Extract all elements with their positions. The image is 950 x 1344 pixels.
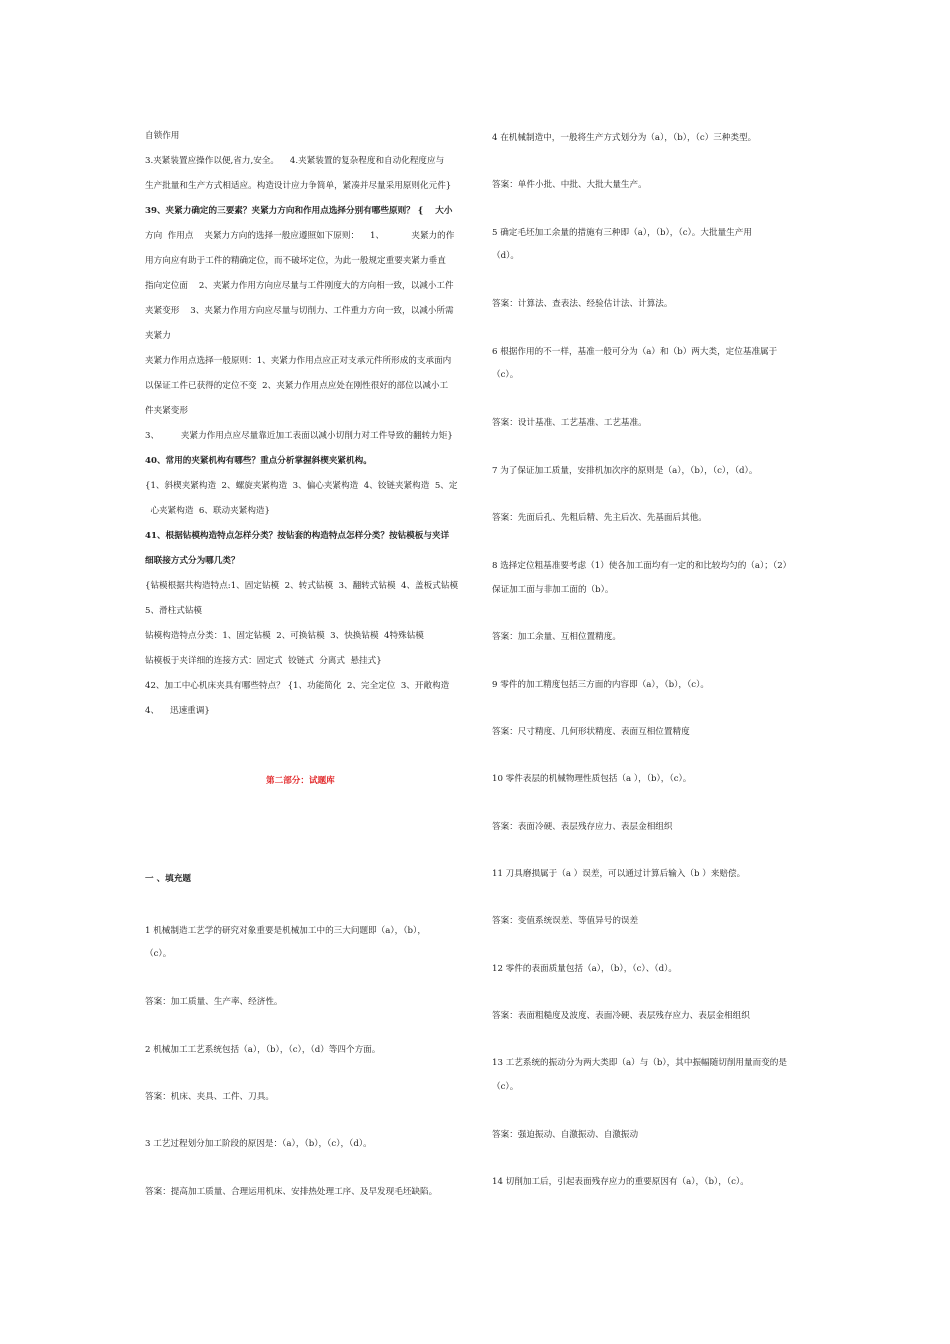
answer-8: 答案：加工余量、互相位置精度。 [492, 632, 621, 642]
text-line: 4、 迅速重调} [145, 706, 210, 716]
question-8: 8 选择定位粗基准要考虑（1）使各加工面均有一定的和比较均匀的（a）；（2） [492, 561, 792, 571]
answer-6: 答案：设计基准、工艺基准、工艺基准。 [492, 418, 647, 428]
answer-1: 答案：加工质量、生产率、经济性。 [145, 997, 283, 1007]
text-line: {1、斜楔夹紧构造 2、螺旋夹紧构造 3、偏心夹紧构造 4、铰链夹紧构造 5、定 [145, 481, 458, 491]
section-title: 第二部分：试题库 [266, 776, 335, 786]
question-9: 9 零件的加工精度包括三方面的内容即（a），（b），（c）。 [492, 680, 709, 690]
answer-4: 答案：单件小批、中批、大批大量生产。 [492, 180, 647, 190]
question-39: 39、夹紧力确定的三要素？夹紧力方向和作用点选择分别有哪些原则？ { 大小 [145, 206, 453, 216]
answer-10: 答案：表面冷硬、表层残存应力、表层金相组织 [492, 822, 673, 832]
text-line: 3.夹紧装置应操作以便,省力,安全。 4.夹紧装置的复杂程度和自动化程度应与 [145, 156, 445, 166]
text-line: {钻模根据共构造特点:1、固定钻模 2、转式钻模 3、翻转式钻模 4、盖板式钻模 [145, 581, 459, 591]
answer-5: 答案：计算法、查表法、经验估计法、计算法。 [492, 299, 673, 309]
text-line: 夹紧力作用点选择一般原则：1、夹紧力作用点应正对支承元件所形成的支承面内 [145, 356, 452, 366]
question-2: 2 机械加工工艺系统包括（a），（b），（c），（d）等四个方面。 [145, 1045, 381, 1055]
question-11: 11 刀具磨损属于（a ）误差，可以通过计算后输入（b ）来赔偿。 [492, 869, 746, 879]
text-line: 钻模板于夹详细的连接方式：固定式 铰链式 分离式 悬挂式} [145, 656, 382, 666]
text-line: 以保证工件已获得的定位不变 2、夹紧力作用点应处在刚性很好的部位以减小工 [145, 381, 449, 391]
question-1-cont: （c）。 [145, 949, 172, 959]
text-line: 件夹紧变形 [145, 406, 188, 416]
text-line: 夹紧变形 3、夹紧力作用方向应尽量与切削力、工件重力方向一致，以减小所需 [145, 306, 454, 316]
question-41-cont: 细联接方式分为哪几类？ [145, 556, 240, 566]
text-line: 夹紧力 [145, 331, 171, 341]
question-4: 4 在机械制造中，一般将生产方式划分为（a），（b），（c）三种类型。 [492, 133, 757, 143]
subsection-title: 一 、填充题 [145, 874, 191, 884]
question-40: 40、常用的夹紧机构有哪些？重点分析掌握斜楔夹紧机构。 [145, 456, 372, 466]
question-13-cont: （c）。 [492, 1082, 519, 1092]
text-line: 生产批量和生产方式相适应。构造设计应力争简单，紧凑并尽量采用原则化元件} [145, 181, 452, 191]
question-14: 14 切削加工后，引起表面残存应力的重要原因有（a），（b），（c）。 [492, 1177, 749, 1187]
question-7: 7 为了保证加工质量，安排机加次序的原则是（a），（b），（c），（d）。 [492, 466, 758, 476]
text-line: 3、 夹紧力作用点应尽量靠近加工表面以减小切削力对工件导致的翻转力矩} [145, 431, 453, 441]
text-line: 自锁作用 [145, 131, 180, 141]
question-5-cont: （d）。 [492, 251, 519, 261]
text-line: 钻模构造特点分类：1、固定钻模 2、可换钻模 3、快换钻模 4特殊钻模 [145, 631, 424, 641]
text-line: 5、滑柱式钻模 [145, 606, 203, 616]
question-12: 12 零件的表面质量包括（a），（b），（c）、（d）。 [492, 964, 677, 974]
text-line: 用方向应有助于工件的精确定位，而不破坏定位，为此一般规定重要夹紧力垂直 [145, 256, 446, 266]
answer-9: 答案：尺寸精度、几何形状精度、表面互相位置精度 [492, 727, 690, 737]
question-42: 42、加工中心机床夹具有哪些特点？ {1、功能简化 2、完全定位 3、开敞构造 [145, 681, 450, 691]
question-10: 10 零件表层的机械物理性质包括（a ），（b），（c）。 [492, 774, 692, 784]
text-line: 指向定位面 2、夹紧力作用方向应尽量与工件刚度大的方向相一致，以减小工件 [145, 281, 454, 291]
answer-12: 答案：表面粗糙度及波度、表面冷硬、表层残存应力、表层金相组织 [492, 1011, 750, 1021]
text-line: 方向 作用点 夹紧力方向的选择一般应遵照如下原则： 1、 夹紧力的作 [145, 231, 455, 241]
question-3: 3 工艺过程划分加工阶段的原因是：（a），（b），（c），（d）。 [145, 1139, 372, 1149]
text-line: 心夹紧构造 6、联动夹紧构造} [145, 506, 270, 516]
answer-3: 答案：提高加工质量、合理运用机床、安排热处理工序、及早发现毛坯缺陷。 [145, 1187, 438, 1197]
answer-7: 答案：先面后孔、先粗后精、先主后次、先基面后其他。 [492, 513, 707, 523]
question-5: 5 确定毛坯加工余量的措施有三种即（a），（b），（c）。大批量生产用 [492, 228, 752, 238]
question-6: 6 根据作用的不一样，基准一般可分为（a）和（b）两大类，定位基准属于 [492, 347, 778, 357]
answer-13: 答案：强迫振动、自激振动、自激振动 [492, 1130, 639, 1140]
question-41: 41、根据钻模构造特点怎样分类？按钻套的构造特点怎样分类？按钻模板与夹详 [145, 531, 450, 541]
question-13: 13 工艺系统的振动分为两大类即（a）与（b），其中振幅随切削用量而变的是 [492, 1058, 787, 1068]
question-6-cont: （c）。 [492, 370, 519, 380]
question-8-cont: 保证加工面与非加工面的（b）。 [492, 585, 614, 595]
answer-11: 答案：变值系统误差、等值异号的误差 [492, 916, 639, 926]
answer-2: 答案：机床、夹具、工件、刀具。 [145, 1092, 274, 1102]
question-1: 1 机械制造工艺学的研究对象重要是机械加工中的三大问题即（a），（b）， [145, 926, 426, 936]
